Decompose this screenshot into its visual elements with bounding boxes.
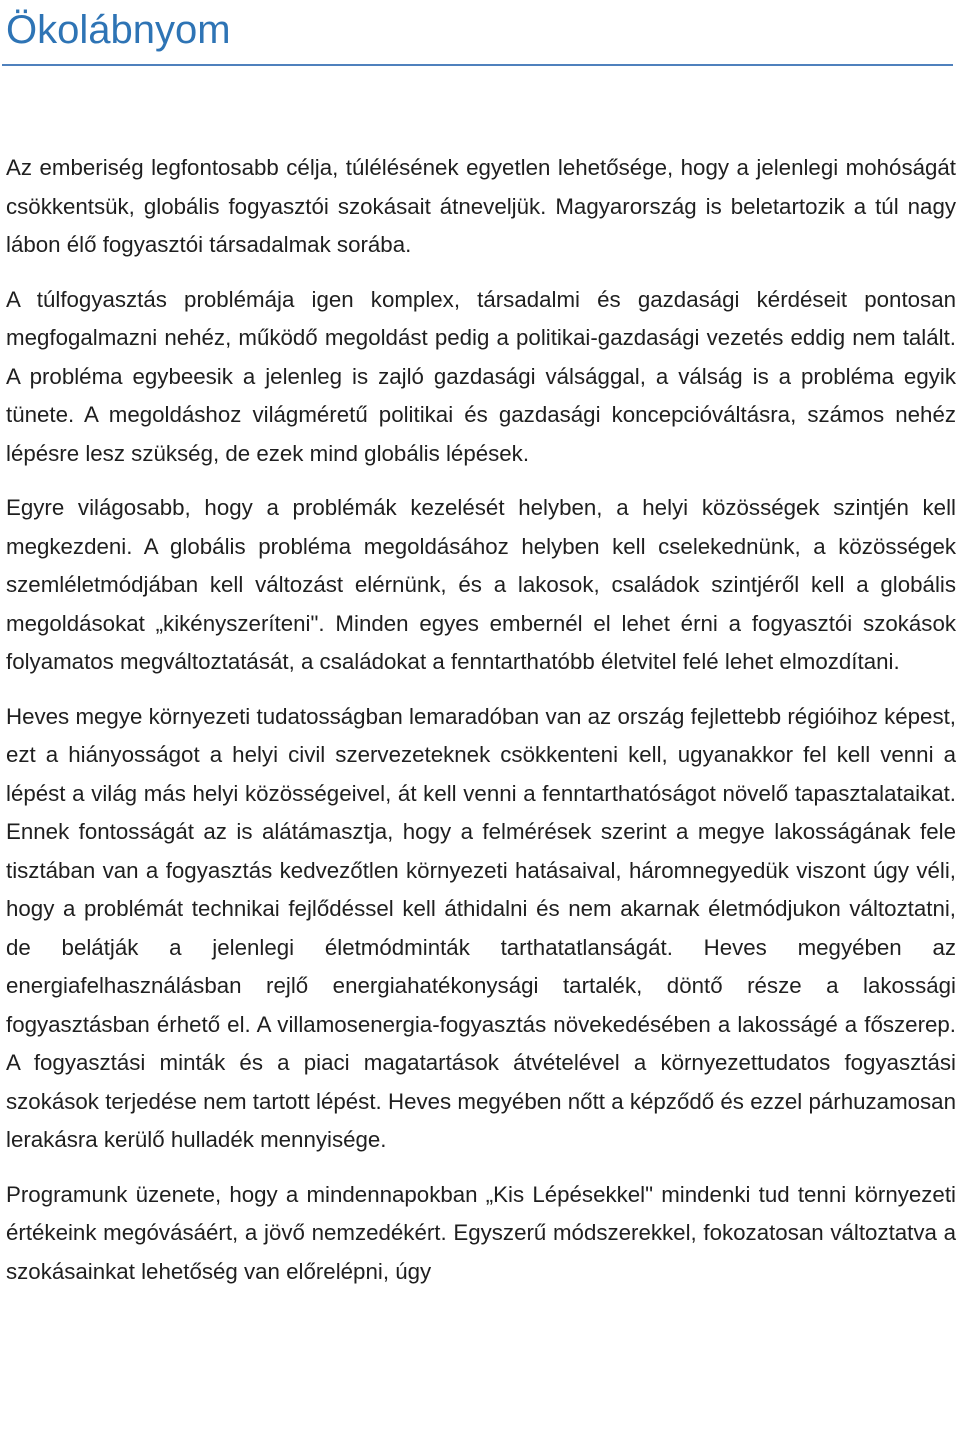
- paragraph-overconsumption: A túlfogyasztás problémája igen komplex, társadalmi és gazdasági kérdéseit pontosan megfogalmazni nehéz, működő megoldást pedig a politikai-gazdasági vezetés eddig nem talált. A probléma egybeesik a jelenleg is zajló gazdasági válsággal, a válság is a probléma egyik tünete. A megoldáshoz világméretű politikai és gazdasági koncepcióváltásra, számos nehéz lépésre lesz szükség, de ezek mind globális lépések.: [6, 286, 956, 466]
- document-title: Ökolábnyom: [6, 8, 231, 52]
- document-page: [6, 0, 956, 1291]
- paragraph-heves-county: Heves megye környezeti tudatosságban lemaradóban van az ország fejlettebb régióihoz képest, ezt a hiányosságot a helyi civil szervezeteknek csökkenteni kell, ugyanakkor fel kell venni a lépést a világ más helyi közösségeivel, át kell venni a fenntarthatóságot növelő tapasztalataikat. Ennek fontosságát az is alátámasztja, hogy a felmérések szerint a megye lakosságának fele tisztában van a fogyasztás kedvezőtlen környezeti hatásaival, háromnegyedük viszont úgy véli, hogy a problémát technikai fejlődéssel kell áthidalni és nem akarnak életmódjukon változtatni, de belátják a jelenlegi életmódminták tarthatatlanságát. Heves megyében az energiafelhasználásban rejlő energiahatékonysági tartalék, döntő része a lakossági fogyasztásban érhető el. A villamosenergia-fogyasztás növekedésében a lakosságé a főszerep. A fogyasztási minták és a piaci magatartások átvételével a környezettudatos fogyasztási szokások terjedése nem tartott lépést. Heves megyében nőtt a képződő és ezzel párhuzamosan lerakásra kerülő hulladék mennyisége.: [6, 703, 956, 1152]
- title-underline-divider: [2, 64, 953, 66]
- paragraph-local-communities: Egyre világosabb, hogy a problémák kezelését helyben, a helyi közösségek szintjén kell megkezdeni. A globális probléma megoldásához helyben kell cselekednünk, a közösségek szemléletmódjában kell változást elérnünk, és a lakosok, családok szintjéről kell a globális megoldásokat „kikényszeríteni". Minden egyes embernél el lehet érni a fogyasztói szokások folyamatos megváltoztatását, a családokat a fenntarthatóbb életvitel felé lehet elmozdítani.: [6, 495, 956, 674]
- document-body: [6, 149, 956, 1291]
- paragraph-program-message: Programunk üzenete, hogy a mindennapokban „Kis Lépésekkel" mindenki tud tenni környezeti értékeink megóvásáért, a jövő nemzedékért. Egyszerű módszerekkel, fokozatosan változtatva a szokásainkat lehetőség van előrelépni, úgy: [6, 1181, 956, 1284]
- paragraph-intro: Az emberiség legfontosabb célja, túlélésének egyetlen lehetősége, hogy a jelenlegi mohóságát csökkentsük, globális fogyasztói szokásait átneveljük. Magyarország is beletartozik a túl nagy lábon élő fogyasztói társadalmak sorába.: [6, 155, 956, 257]
